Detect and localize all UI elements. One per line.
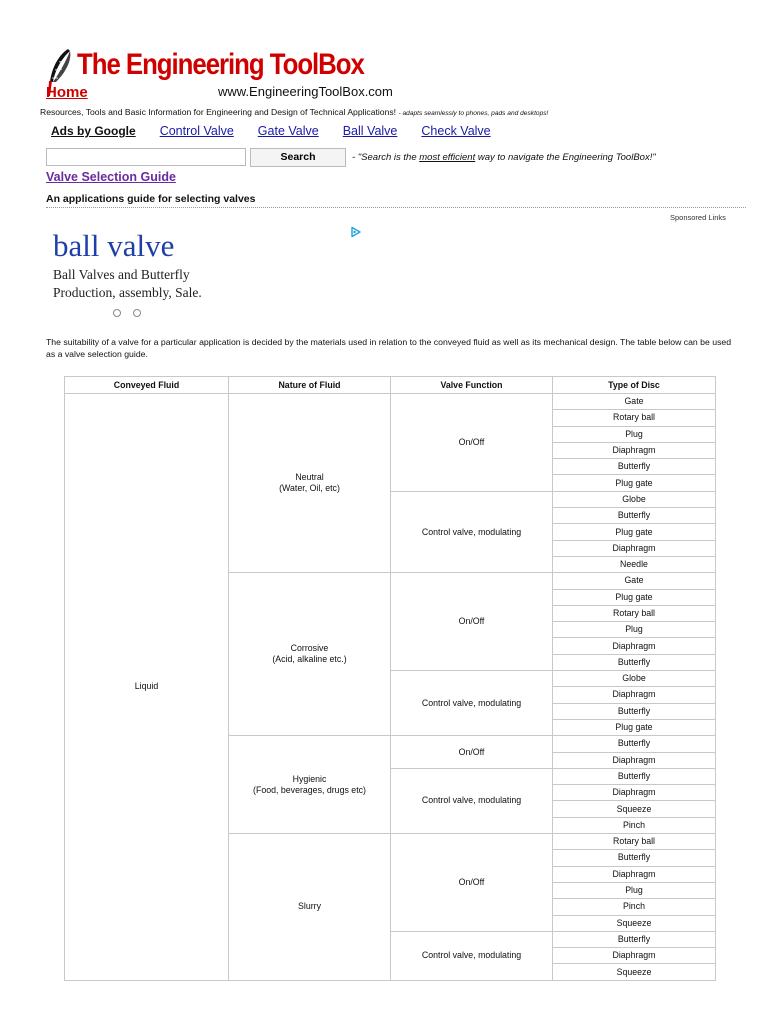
- cell-valve-function: On/Off: [391, 573, 553, 671]
- search-input[interactable]: [46, 148, 246, 166]
- table-body: [65, 394, 716, 981]
- ads-by-google-link[interactable]: Ads by Google: [51, 124, 136, 138]
- site-url: www.EngineeringToolBox.com: [218, 84, 393, 99]
- cell-valve-function: Control valve, modulating: [391, 491, 553, 572]
- cell-disc-type: Butterfly: [553, 459, 716, 475]
- table-row: [65, 394, 716, 410]
- cell-nature-of-fluid: Neutral (Water, Oil, etc): [229, 394, 391, 573]
- search-note-prefix: - "Search is the: [352, 151, 420, 163]
- cell-disc-type: Butterfly: [553, 850, 716, 866]
- cell-disc-type: Diaphragm: [553, 785, 716, 801]
- header-nature-of-fluid: Nature of Fluid: [229, 377, 391, 394]
- cell-nature-of-fluid: Slurry: [229, 834, 391, 981]
- ad-line-2: Production, assembly, Sale.: [53, 285, 202, 300]
- cell-disc-type: Gate: [553, 573, 716, 589]
- adchoices-triangle-icon[interactable]: [350, 226, 362, 238]
- cell-disc-type: Butterfly: [553, 768, 716, 784]
- ad-dot-2[interactable]: [133, 309, 141, 317]
- cell-nature-of-fluid: Hygienic (Food, beverages, drugs etc): [229, 736, 391, 834]
- header-conveyed-fluid: Conveyed Fluid: [65, 377, 229, 394]
- ad-link-gate-valve[interactable]: Gate Valve: [257, 124, 319, 138]
- ad-carousel-dots: [113, 309, 141, 317]
- search-note-link[interactable]: most efficient: [419, 151, 476, 163]
- cell-disc-type: Rotary ball: [553, 834, 716, 850]
- cell-disc-type: Rotary ball: [553, 605, 716, 621]
- ad-link-control-valve[interactable]: Control Valve: [159, 124, 234, 138]
- cell-disc-type: Butterfly: [553, 654, 716, 670]
- cell-disc-type: Squeeze: [553, 915, 716, 931]
- home-link[interactable]: Home: [46, 84, 88, 101]
- page-title[interactable]: Valve Selection Guide: [46, 170, 176, 184]
- cell-disc-type: Butterfly: [553, 736, 716, 752]
- cell-disc-type: Diaphragm: [553, 638, 716, 654]
- divider: [46, 207, 746, 208]
- ad-description: [53, 266, 373, 302]
- cell-disc-type: Gate: [553, 394, 716, 410]
- cell-disc-type: Plug: [553, 622, 716, 638]
- cell-disc-type: Plug gate: [553, 589, 716, 605]
- cell-valve-function: On/Off: [391, 394, 553, 492]
- header-valve-function: Valve Function: [391, 377, 553, 394]
- cell-disc-type: Diaphragm: [553, 687, 716, 703]
- page-subtitle: An applications guide for selecting valves: [46, 193, 256, 205]
- sponsored-links-label: Sponsored Links: [670, 213, 726, 222]
- cell-disc-type: Diaphragm: [553, 866, 716, 882]
- cell-valve-function: Control valve, modulating: [391, 671, 553, 736]
- search-note: [352, 152, 656, 163]
- cell-disc-type: Plug gate: [553, 475, 716, 491]
- cell-disc-type: Plug gate: [553, 719, 716, 735]
- cell-disc-type: Diaphragm: [553, 540, 716, 556]
- cell-disc-type: Pinch: [553, 817, 716, 833]
- search-bar: [46, 147, 656, 167]
- header-type-of-disc: Type of Disc: [553, 377, 716, 394]
- cell-valve-function: On/Off: [391, 736, 553, 769]
- cell-disc-type: Butterfly: [553, 508, 716, 524]
- cell-disc-type: Diaphragm: [553, 442, 716, 458]
- cell-disc-type: Rotary ball: [553, 410, 716, 426]
- cell-disc-type: Plug: [553, 426, 716, 442]
- cell-valve-function: On/Off: [391, 834, 553, 932]
- search-button[interactable]: Search: [250, 148, 346, 167]
- search-note-suffix: way to navigate the Engineering ToolBox!": [475, 151, 656, 163]
- tagline-note: - adapts seamlessly to phones, pads and desktops!: [398, 110, 549, 117]
- site-header: [46, 44, 746, 106]
- cell-disc-type: Butterfly: [553, 931, 716, 947]
- cell-disc-type: Squeeze: [553, 801, 716, 817]
- cell-nature-of-fluid: Corrosive (Acid, alkaline etc.): [229, 573, 391, 736]
- ad-link-check-valve[interactable]: Check Valve: [421, 124, 491, 138]
- cell-disc-type: Butterfly: [553, 703, 716, 719]
- cell-disc-type: Globe: [553, 671, 716, 687]
- ad-line-1: Ball Valves and Butterfly: [53, 267, 190, 282]
- ad-link-ball-valve[interactable]: Ball Valve: [342, 124, 398, 138]
- tagline-text: Resources, Tools and Basic Information for Engineering and Design of Technical Applications!: [40, 107, 397, 117]
- cell-disc-type: Plug gate: [553, 524, 716, 540]
- site-tagline: [40, 107, 548, 117]
- cell-disc-type: Globe: [553, 491, 716, 507]
- intro-paragraph: The suitability of a valve for a particular application is decided by the materials used in relation to the conveyed fluid as well as its mechanical design. The table below can be used as a valve selection guide.: [46, 337, 732, 359]
- site-logo-title[interactable]: The Engineering ToolBox: [77, 48, 364, 81]
- cell-disc-type: Pinch: [553, 899, 716, 915]
- ad-links-row: [51, 122, 515, 140]
- cell-conveyed-fluid: Liquid: [65, 394, 229, 981]
- cell-valve-function: Control valve, modulating: [391, 931, 553, 980]
- ad-dot-1[interactable]: [113, 309, 121, 317]
- cell-disc-type: Diaphragm: [553, 752, 716, 768]
- cell-valve-function: Control valve, modulating: [391, 768, 553, 833]
- table-header-row: [65, 377, 716, 394]
- cell-disc-type: Plug: [553, 882, 716, 898]
- cell-disc-type: Squeeze: [553, 964, 716, 980]
- cell-disc-type: Needle: [553, 556, 716, 572]
- ad-title[interactable]: ball valve: [53, 228, 175, 263]
- valve-selection-table: [64, 376, 716, 981]
- cell-disc-type: Diaphragm: [553, 948, 716, 964]
- ad-block[interactable]: [53, 228, 373, 328]
